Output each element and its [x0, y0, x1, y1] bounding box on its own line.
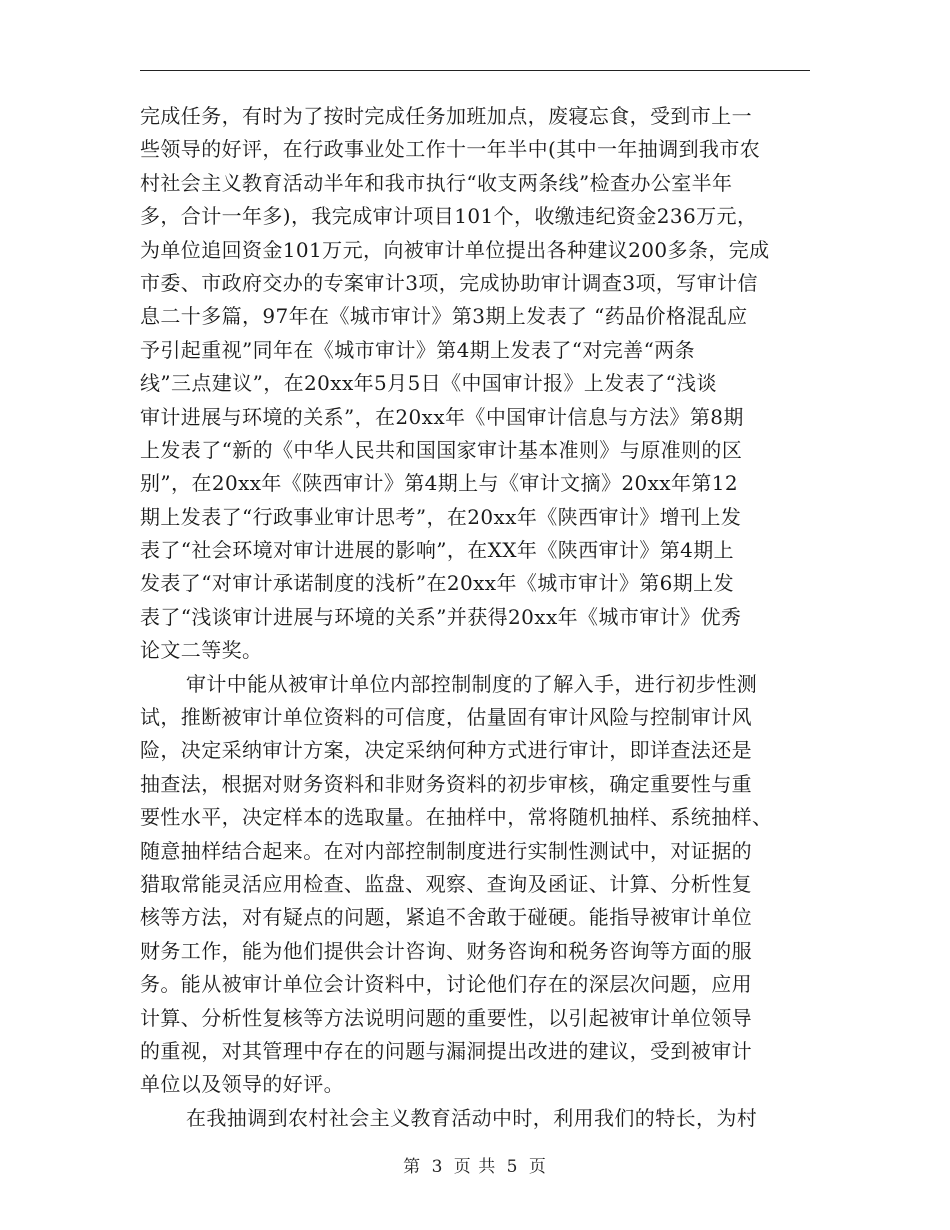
- text-line: 息二十多篇，97年在《城市审计》第3期上发表了 “药品价格混乱应: [140, 304, 748, 329]
- text-line: 完成任务，有时为了按时完成任务加班加点，废寝忘食，受到市上一: [140, 104, 752, 128]
- text-line: 多，合计一年多)，我完成审计项目101个，收缴违纪资金236万元，: [140, 204, 758, 229]
- text-line: 些领导的好评，在行政事业处工作十一年半中(其中一年抽调到我市农: [140, 137, 761, 162]
- text-line: 线”三点建议”，在20xx年5月5日《中国审计报》上发表了“浅谈: [140, 371, 717, 396]
- footer-suffix: 页: [528, 1157, 547, 1177]
- text-line: 险，决定采纳审计方案，决定采纳何种方式进行审计，即详查法还是: [140, 738, 752, 763]
- body-text: [140, 100, 815, 1135]
- text-line: 论文二等奖。: [140, 638, 263, 663]
- text-line: 审计中能从被审计单位内部控制制度的了解入手，进行初步性测: [186, 671, 758, 696]
- text-line: 要性水平，决定样本的选取量。在抽样中，常将随机抽样、系统抽样、: [140, 805, 773, 830]
- footer-prefix: 第: [403, 1157, 422, 1177]
- text-line: 期上发表了“行政事业审计思考”，在20xx年《陕西审计》增刊上发: [140, 504, 742, 529]
- text-line: 表了“浅谈审计进展与环境的关系”并获得20xx年《城市审计》优秀: [140, 604, 742, 629]
- text-line: 财务工作，能为他们提供会计咨询、财务咨询和税务咨询等方面的服: [140, 938, 752, 963]
- text-line: 村社会主义教育活动半年和我市执行“收支两条线”检查办公室半年: [140, 170, 733, 195]
- header-rule: [140, 70, 810, 71]
- text-line: 计算、分析性复核等方法说明问题的重要性，以引起被审计单位领导: [140, 1005, 752, 1030]
- text-line: 上发表了“新的《中华人民共和国国家审计基本准则》与原准则的区: [140, 437, 743, 462]
- footer-mid: 页 共: [453, 1157, 497, 1177]
- text-line: 务。能从被审计单位会计资料中，讨论他们存在的深层次问题，应用: [140, 972, 752, 997]
- text-line: 在我抽调到农村社会主义教育活动中时，利用我们的特长，为村: [186, 1105, 758, 1130]
- text-line: 单位以及领导的好评。: [140, 1072, 344, 1097]
- text-line: 予引起重视”同年在《城市审计》第4期上发表了“对完善“两条: [140, 337, 695, 362]
- text-line: 抽查法，根据对财务资料和非财务资料的初步审核，确定重要性与重: [140, 771, 752, 796]
- text-line: 的重视，对其管理中存在的问题与漏洞提出改进的建议，受到被审计: [140, 1038, 752, 1063]
- text-line: 为单位追回资金101万元，向被审计单位提出各种建议200多条，完成: [140, 237, 770, 262]
- text-line: 别”，在20xx年《陕西审计》第4期上与《审计文摘》20xx年第12: [140, 471, 739, 496]
- text-line: 随意抽样结合起来。在对内部控制制度进行实制性测试中，对证据的: [140, 838, 752, 863]
- text-line: 市委、市政府交办的专案审计3项，完成协助审计调查3项，写审计信: [140, 270, 758, 295]
- text-line: 表了“社会环境对审计进展的影响”，在XX年《陕西审计》第4期上: [140, 538, 735, 563]
- text-line: 发表了“对审计承诺制度的浅析”在20xx年《城市审计》第6期上发: [140, 571, 734, 596]
- text-line: 核等方法，对有疑点的问题，紧追不舍敢于碰硬。能指导被审计单位: [140, 905, 752, 930]
- text-line: 猎取常能灵活应用检查、监盘、观察、查询及函证、计算、分析性复: [140, 871, 752, 896]
- text-line: 试，推断被审计单位资料的可信度，估量固有审计风险与控制审计风: [140, 705, 752, 730]
- page-footer: [0, 1152, 950, 1177]
- footer-total-pages: 5: [506, 1157, 519, 1177]
- footer-current-page: 3: [431, 1157, 444, 1177]
- text-line: 审计进展与环境的关系”，在20xx年《中国审计信息与方法》第8期: [140, 404, 744, 429]
